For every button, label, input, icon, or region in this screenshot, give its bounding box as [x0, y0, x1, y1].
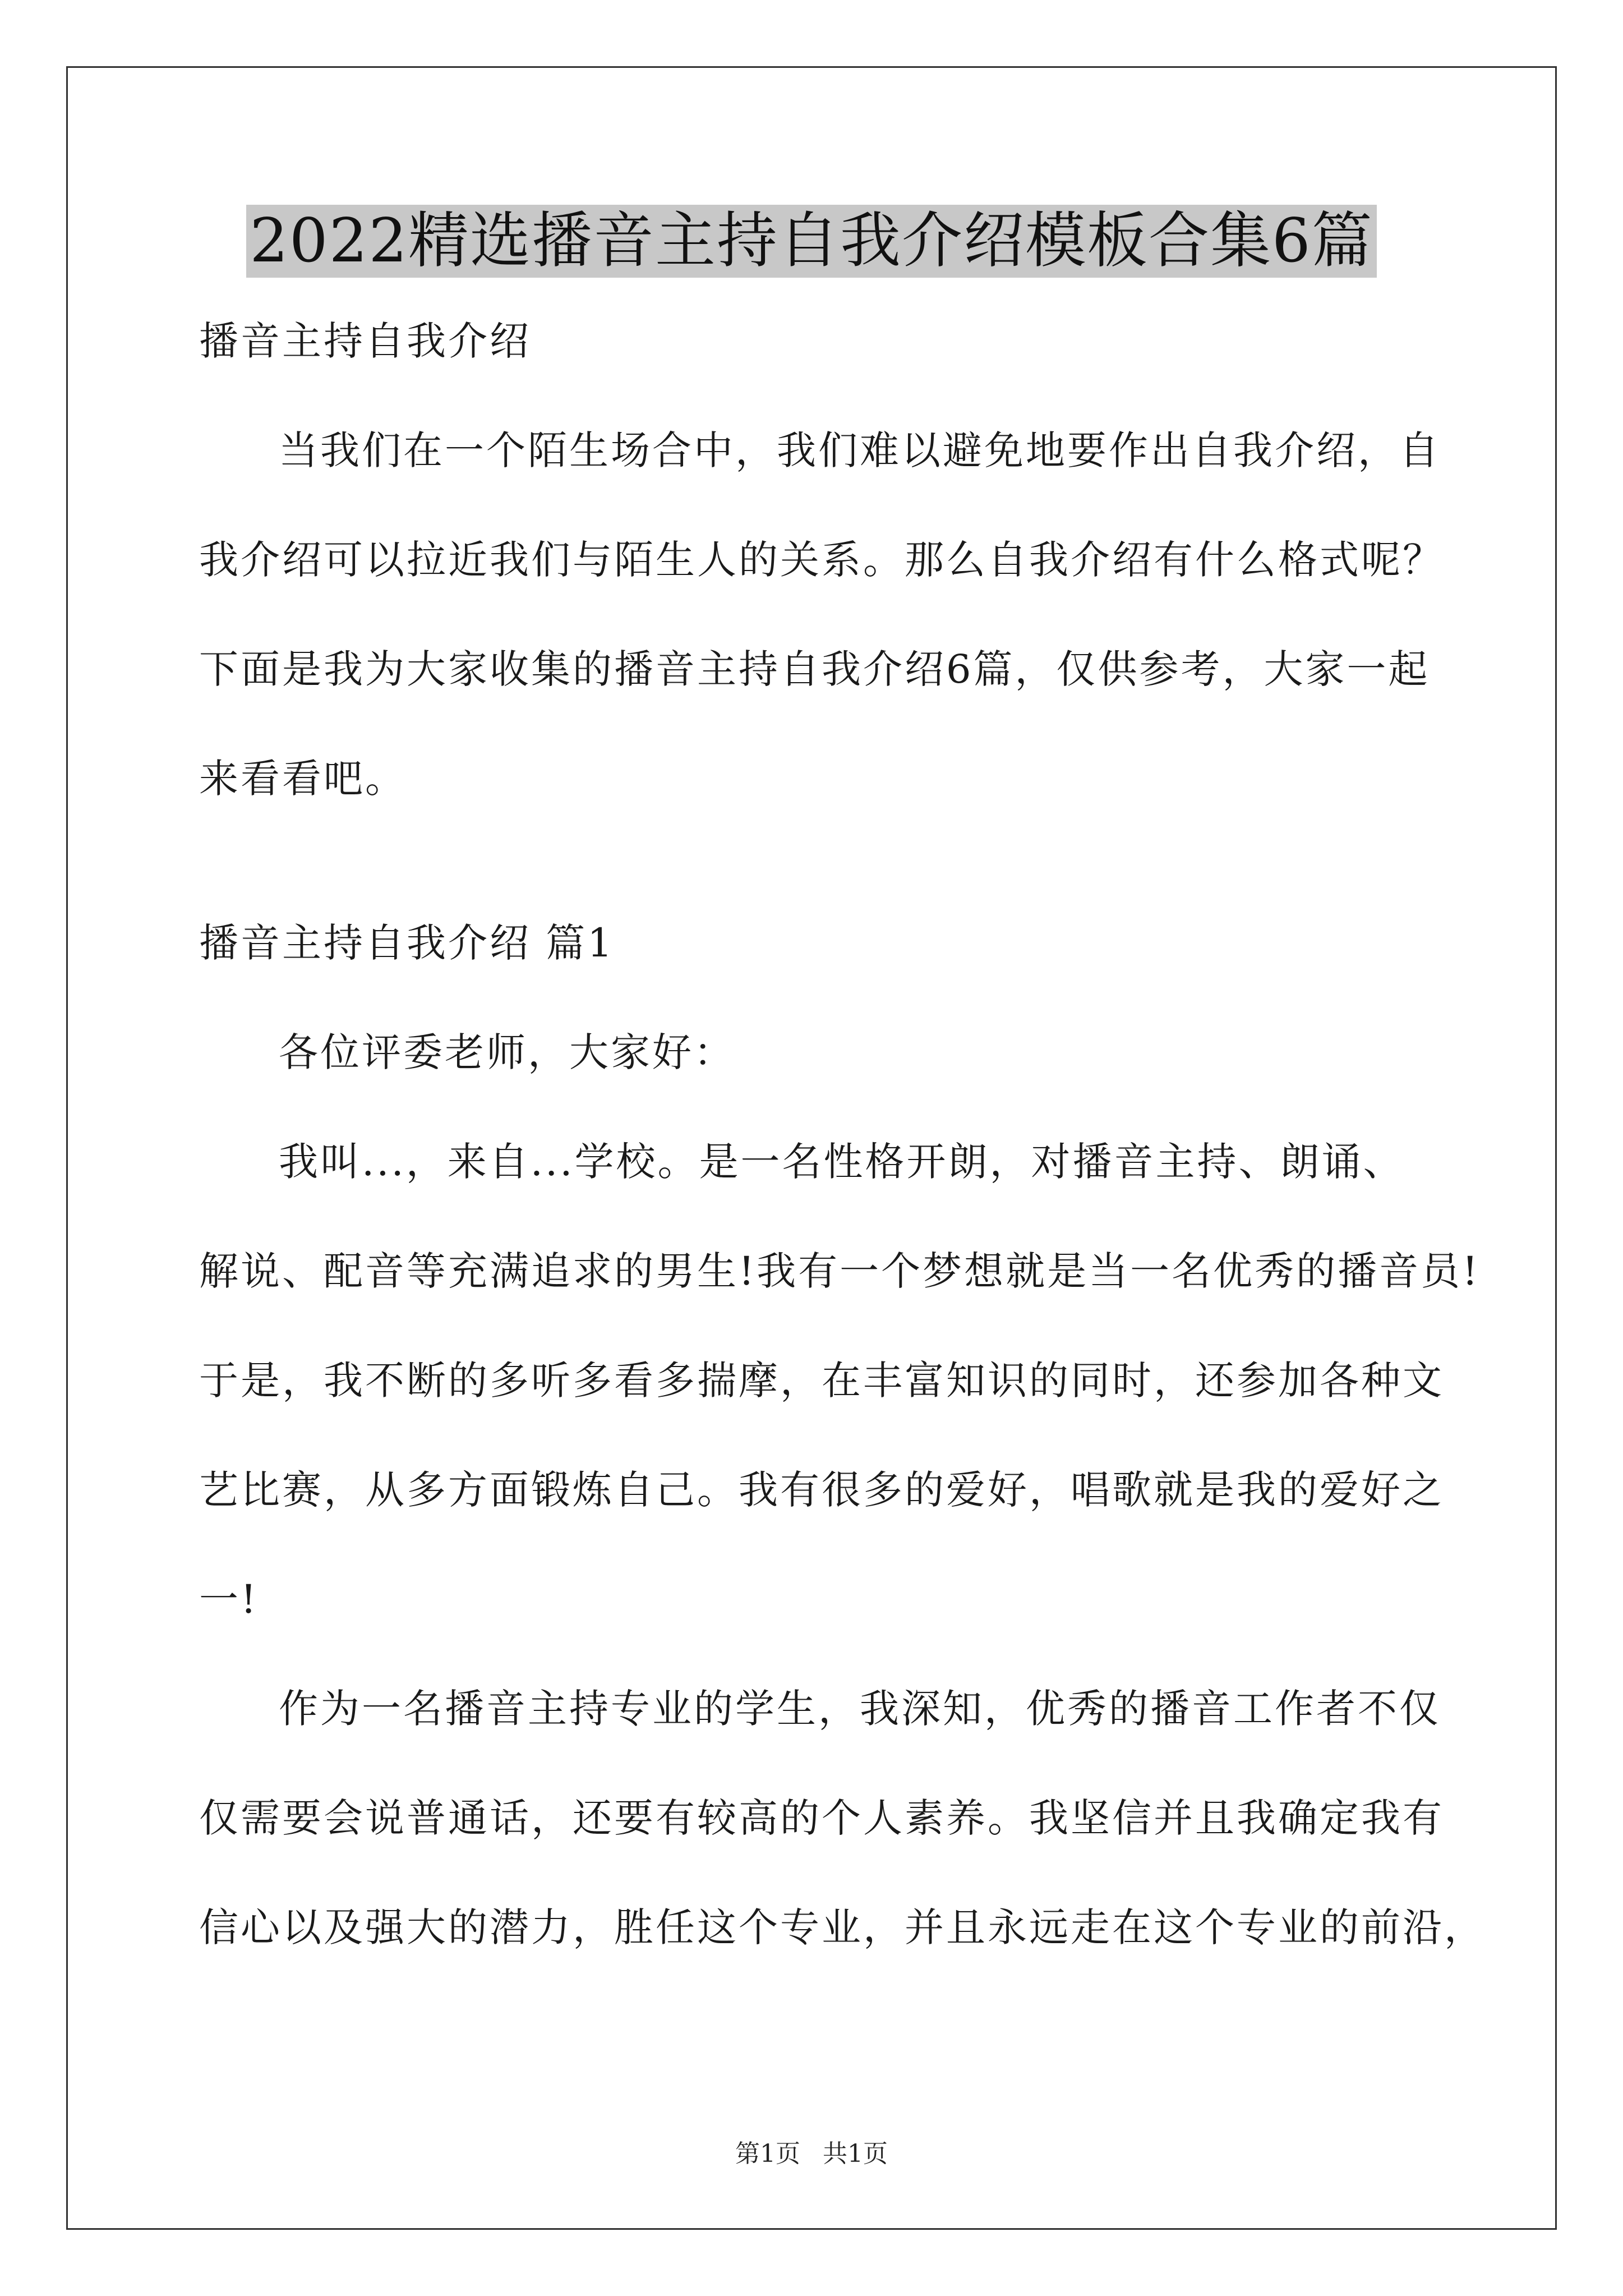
- paragraph-line: 我介绍可以拉近我们与陌生人的关系。那么自我介绍有什么格式呢？: [199, 537, 1444, 583]
- document-title: 2022精选播音主持自我介绍模板合集6篇: [246, 205, 1377, 278]
- paragraph-line: 于是，我不断的多听多看多揣摩，在丰富知识的同时，还参加各种文: [199, 1358, 1444, 1404]
- page-footer: [0, 2138, 1623, 2170]
- page-total: 共1页: [823, 2139, 888, 2168]
- paragraph-line: 信心以及强大的潜力，胜任这个专业，并且永远走在这个专业的前沿，: [199, 1904, 1486, 1950]
- paragraph-line: 艺比赛，从多方面锻炼自己。我有很多的爱好，唱歌就是我的爱好之: [199, 1467, 1444, 1513]
- paragraph-line: 我叫...，来自...学校。是一名性格开朗，对播音主持、朗诵、: [279, 1139, 1405, 1185]
- paragraph-line: 仅需要会说普通话，还要有较高的个人素养。我坚信并且我确定我有: [199, 1795, 1444, 1841]
- paragraph-line: 下面是我为大家收集的播音主持自我介绍6篇，仅供参考，大家一起: [199, 646, 1430, 692]
- paragraph-line: 作为一名播音主持专业的学生，我深知，优秀的播音工作者不仅: [279, 1686, 1441, 1732]
- section-1-paragraph-2: [199, 1682, 1486, 1955]
- intro-paragraph: [199, 424, 1444, 806]
- paragraph-line: 一!: [199, 1576, 259, 1622]
- section-1-paragraph-1: [199, 1135, 1481, 1627]
- paragraph-line: 当我们在一个陌生场合中，我们难以避免地要作出自我介绍，自: [279, 427, 1441, 473]
- page-number: 第1页: [735, 2139, 800, 2168]
- title-container: [0, 205, 1623, 278]
- paragraph-line: 来看看吧。: [199, 756, 407, 802]
- intro-heading: 播音主持自我介绍: [199, 318, 531, 364]
- paragraph-line: 解说、配音等充满追求的男生!我有一个梦想就是当一名优秀的播音员!: [199, 1248, 1481, 1294]
- document-body: [199, 314, 1486, 2010]
- section-1-heading: 播音主持自我介绍 篇1: [199, 920, 615, 966]
- section-1-greeting: 各位评委老师，大家好：: [279, 1029, 735, 1075]
